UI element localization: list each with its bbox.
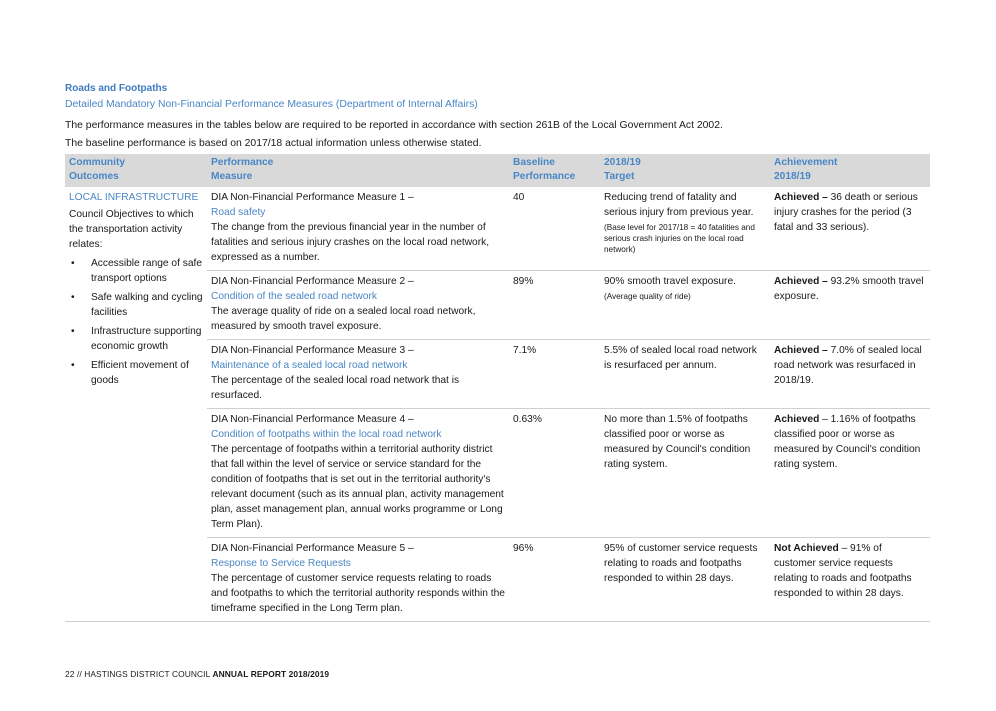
measure-cell	[207, 187, 509, 271]
measure-title: DIA Non-Financial Performance Measure 1 –	[211, 192, 414, 203]
achievement-cell	[770, 340, 930, 409]
measure-cell	[207, 340, 509, 409]
table-header-row	[65, 154, 930, 187]
table-row	[65, 187, 930, 271]
header-baseline-performance: Baseline Performance	[509, 154, 600, 187]
target-cell	[600, 409, 770, 538]
intro-paragraph-1: The performance measures in the tables below are required to be reported in accordance with section 261B of the Local Government Act 2002.	[65, 120, 723, 131]
target-text: Reducing trend of fatality and serious injury from previous year.	[604, 192, 754, 218]
target-cell	[600, 340, 770, 409]
bullet-icon: •	[71, 292, 75, 303]
measure-description: The change from the previous financial year in the number of fatalities and serious injury crashes on the local road network, expressed as a number.	[211, 222, 490, 263]
bullet-icon: •	[71, 258, 75, 269]
list-item: • Infrastructure supporting economic growth	[71, 326, 202, 352]
community-outcome-cell	[65, 187, 207, 622]
target-text: 95% of customer service requests relating to roads and footpaths responded to within 28 days.	[604, 543, 758, 584]
achievement-text: 7.0% of sealed local road network was resurfaced in 2018/19.	[774, 345, 922, 386]
section-subtitle: Detailed Mandatory Non-Financial Performance Measures (Department of Internal Affairs)	[65, 99, 478, 110]
achievement-status: Achieved	[774, 414, 820, 425]
achievement-cell	[770, 409, 930, 538]
performance-table	[65, 154, 930, 622]
achievement-cell	[770, 538, 930, 622]
baseline-cell: 7.1%	[509, 340, 600, 409]
list-item: • Efficient movement of goods	[71, 360, 189, 386]
outcome-intro: Council Objectives to which the transportation activity relates:	[69, 209, 194, 250]
target-text: No more than 1.5% of footpaths classified poor or worse as measured by Council's condition rating system.	[604, 414, 751, 470]
bullet-icon: •	[71, 326, 75, 337]
measure-cell	[207, 271, 509, 340]
target-text: 5.5% of sealed local road network is resurfaced per annum.	[604, 345, 757, 371]
achievement-cell	[770, 187, 930, 271]
achievement-text: – 1.16% of footpaths classified poor or worse as measured by Council's condition rating system.	[774, 414, 921, 470]
header-community-outcomes: Community Outcomes	[65, 154, 207, 187]
header-target: 2018/19 Target	[600, 154, 770, 187]
intro-paragraph-2: The baseline performance is based on 2017/18 actual information unless otherwise stated.	[65, 138, 482, 149]
baseline-cell: 89%	[509, 271, 600, 340]
measure-description: The percentage of the sealed local road network that is resurfaced.	[211, 375, 460, 401]
baseline-cell: 96%	[509, 538, 600, 622]
achievement-text: 36 death or serious injury crashes for the period (3 fatal and 33 serious).	[774, 192, 918, 233]
page-footer	[65, 669, 329, 679]
achievement-status: Achieved –	[774, 345, 828, 356]
measure-name: Response to Service Requests	[211, 558, 351, 569]
measure-description: The percentage of customer service requests relating to roads and footpaths to which the territorial authority responds within the timeframe specified in the Long Term plan.	[211, 573, 505, 614]
section-title: Roads and Footpaths	[65, 83, 168, 94]
achievement-text: – 91% of customer service requests relating to roads and footpaths responded to within 28 days.	[774, 543, 912, 599]
objectives-list	[69, 256, 203, 388]
measure-description: The percentage of footpaths within a territorial authority district that fall within the level of service or service standard for the condition of footpaths that is set out in the territorial authority's relevant document (such as its annual plan, activity management plan, asset management plan, annual works programme or Long Term Plan).	[211, 444, 504, 530]
baseline-cell: 0.63%	[509, 409, 600, 538]
target-text: 90% smooth travel exposure.	[604, 276, 736, 287]
measure-name: Maintenance of a sealed local road network	[211, 360, 408, 371]
measure-name: Road safety	[211, 207, 266, 218]
header-achievement: Achievement 2018/19	[770, 154, 930, 187]
bullet-icon: •	[71, 360, 75, 371]
target-cell	[600, 187, 770, 271]
achievement-status: Achieved –	[774, 276, 828, 287]
achievement-text: 93.2% smooth travel exposure.	[774, 276, 924, 302]
page	[65, 82, 930, 622]
measure-cell	[207, 409, 509, 538]
footer-page-number: 22 // HASTINGS DISTRICT COUNCIL	[65, 669, 211, 679]
measure-title: DIA Non-Financial Performance Measure 3 –	[211, 345, 414, 356]
target-note: (Average quality of ride)	[604, 292, 691, 301]
measure-name: Condition of footpaths within the local road network	[211, 429, 442, 440]
measure-title: DIA Non-Financial Performance Measure 2 –	[211, 276, 414, 287]
measure-name: Condition of the sealed road network	[211, 291, 377, 302]
measure-title: DIA Non-Financial Performance Measure 4 –	[211, 414, 414, 425]
target-cell	[600, 271, 770, 340]
target-note: (Base level for 2017/18 = 40 fatalities and serious crash injuries on the local road network)	[604, 223, 755, 254]
list-item: • Safe walking and cycling facilities	[71, 292, 203, 318]
target-cell	[600, 538, 770, 622]
measure-cell	[207, 538, 509, 622]
measure-title: DIA Non-Financial Performance Measure 5 –	[211, 543, 414, 554]
footer-report-title: ANNUAL REPORT 2018/2019	[210, 669, 330, 679]
outcome-heading: LOCAL INFRASTRUCTURE	[69, 192, 199, 203]
header-performance-measure: Performance Measure	[207, 154, 509, 187]
list-item: • Accessible range of safe transport options	[71, 258, 202, 284]
achievement-status: Not Achieved	[774, 543, 839, 554]
baseline-cell: 40	[509, 187, 600, 271]
measure-description: The average quality of ride on a sealed local road network, measured by smooth travel exposure.	[211, 306, 476, 332]
achievement-status: Achieved –	[774, 192, 828, 203]
achievement-cell	[770, 271, 930, 340]
